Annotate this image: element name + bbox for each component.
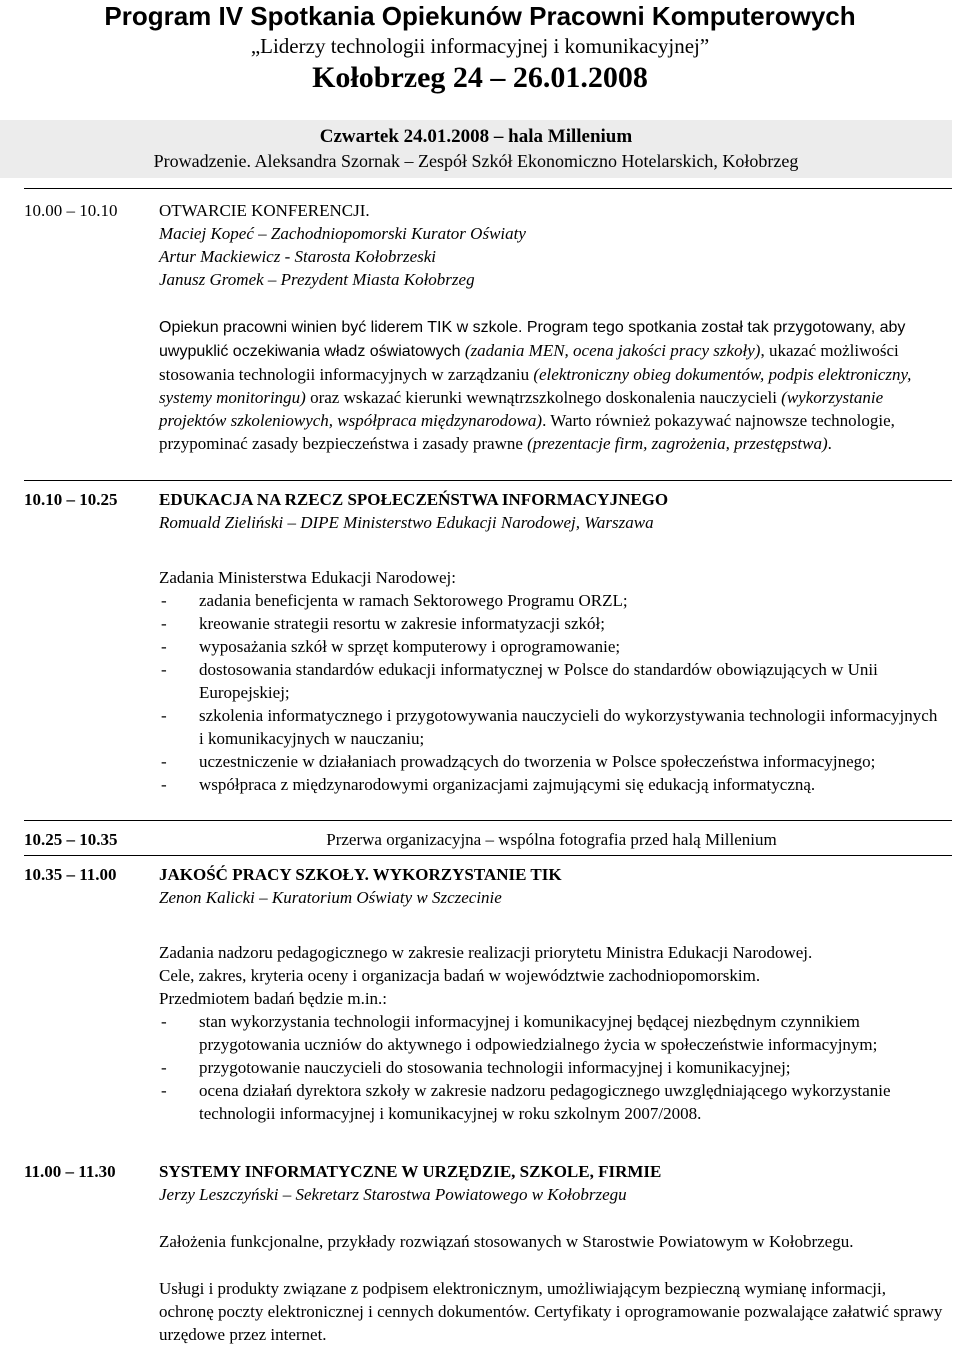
desc-text: . Warto również pokazywać najnowsze technologie, przypominać zasady bezpieczeństwa i zasady prawne [159, 411, 895, 453]
session-time: 10.25 – 10.35 [24, 830, 118, 849]
desc-note: (zadania MEN, ocena jakości pracy szkoły) [464, 341, 761, 360]
intro-line: Cele, zakres, kryteria oceny i organizacja badań w województwie zachodniopomorskim. [159, 966, 761, 985]
day-banner [0, 120, 952, 178]
document-title: Program IV Spotkania Opiekunów Pracowni Komputerowych [104, 1, 856, 31]
break-text: Przerwa organizacyjna – wspólna fotografia przed halą Millenium [326, 830, 777, 849]
desc-text: . [827, 434, 832, 453]
divider [24, 820, 952, 821]
session-title: SYSTEMY INFORMATYCZNE W URZĘDZIE, SZKOLE, FIRMIE [159, 1162, 662, 1181]
day-host: Prowadzenie. Aleksandra Szornak – Zespół Szkół Ekonomiczno Hotelarskich, Kołobrzeg [153, 151, 799, 171]
list-item: - współpraca z międzynarodowymi organizacjami zajmującymi się edukacją informatyczną. [159, 773, 944, 796]
speaker: Maciej Kopeć – Zachodniopomorski Kurator Oświaty [159, 224, 526, 243]
session-title: JAKOŚĆ PRACY SZKOŁY. WYKORZYSTANIE TIK [159, 865, 562, 884]
paragraph: Założenia funkcjonalne, przykłady rozwiązań stosowanych w Starostwie Powiatowym w Kołobrzegu. [159, 1232, 854, 1251]
session-body [159, 488, 944, 796]
desc-text: Opiekun pracowni winien być liderem TIK w szkole. Program tego spotkania został tak przygotowany, aby uwypuklić oczekiwania władz oświatowych [159, 319, 906, 360]
speaker: Jerzy Leszczyński – Sekretarz Starostwa Powiatowego w Kołobrzegu [159, 1185, 627, 1204]
list-item: - ocena działań dyrektora szkoły w zakresie nadzoru pedagogicznego uwzględniającego wykorzystanie technologii informacyjnej i komunikacyjnej w roku szkolnym 2007/2008. [159, 1079, 944, 1125]
intro-line: Przedmiotem badań będzie m.in.: [159, 989, 388, 1008]
session-time: 10.00 – 10.10 [24, 201, 118, 220]
list-item: - dostosowania standardów edukacji informatycznej w Polsce do standardów obowiązujących w Unii Europejskiej; [159, 658, 944, 704]
session-time: 10.35 – 11.00 [24, 865, 117, 884]
divider [24, 188, 952, 189]
task-list [159, 589, 944, 796]
list-item: - stan wykorzystania technologii informacyjnej i komunikacyjnej będącej niezbędnym czynnikiem przygotowania uczniów do aktywnego i odpowiedzialnego życia w społeczeństwie informacyjnym; [159, 1010, 944, 1056]
desc-note: (wykorzystanie projektów szkoleniowych, współpraca międzynarodowa) [159, 388, 884, 430]
intro-line: Zadania nadzoru pedagogicznego w zakresie realizacji priorytetu Ministra Edukacji Narodowej. [159, 943, 813, 962]
desc-text: , ukazać możliwości stosowania technologii informacyjnych w zarządzaniu [159, 341, 899, 384]
desc-note: (elektroniczny obieg dokumentów, podpis elektroniczny, systemy monitoringu) [159, 365, 912, 407]
speaker: Zenon Kalicki – Kuratorium Oświaty w Szczecinie [159, 888, 502, 907]
desc-note: (prezentacje firm, zagrożenia, przestępstwa) [527, 434, 828, 453]
research-list [159, 1010, 944, 1125]
session-time: 10.10 – 10.25 [24, 490, 118, 509]
place-date: Kołobrzeg 24 – 26.01.2008 [312, 61, 648, 94]
session-body [159, 199, 944, 455]
paragraph: Usługi i produkty związane z podpisem elektronicznym, umożliwiającym bezpieczną wymianę informacji, ochronę poczty elektronicznej i cennych dokumentów. Certyfikaty i oprogramowanie pozwalające załatwić sprawy urzędowe przez internet. [159, 1279, 943, 1344]
divider [24, 480, 952, 481]
list-item: - przygotowanie nauczycieli do stosowania technologii informacyjnej i komunikacyjnej; [159, 1056, 944, 1079]
session-time: 11.00 – 11.30 [24, 1162, 116, 1181]
speaker: Artur Mackiewicz - Starosta Kołobrzeski [159, 247, 437, 266]
divider [24, 855, 952, 856]
speaker: Janusz Gromek – Prezydent Miasta Kołobrzeg [159, 270, 475, 289]
document-header [0, 0, 960, 96]
list-item: - zadania beneficjenta w ramach Sektorowego Programu ORZL; [159, 589, 944, 612]
session-body [159, 863, 944, 1125]
session-title: EDUKACJA NA RZECZ SPOŁECZEŃSTWA INFORMACYJNEGO [159, 490, 669, 509]
document-subtitle: „Liderzy technologii informacyjnej i komunikacyjnej” [250, 34, 710, 58]
list-intro: Zadania Ministerstwa Edukacji Narodowej: [159, 568, 456, 587]
list-item: - uczestniczenie w działaniach prowadzących do tworzenia w Polsce społeczeństwa informacyjnego; [159, 750, 944, 773]
speaker: Romuald Zieliński – DIPE Ministerstwo Edukacji Narodowej, Warszawa [159, 513, 654, 532]
list-item: - szkolenia informatycznego i przygotowywania nauczycieli do wykorzystywania technologii informacyjnych i komunikacyjnych w nauczaniu; [159, 704, 944, 750]
list-item: - kreowanie strategii resortu w zakresie informatyzacji szkół; [159, 612, 944, 635]
list-item: - wyposażania szkół w sprzęt komputerowy i oprogramowanie; [159, 635, 944, 658]
session-description [159, 315, 944, 455]
session-title: OTWARCIE KONFERENCJI. [159, 201, 370, 220]
day-label: Czwartek 24.01.2008 – hala Millenium [319, 126, 633, 147]
desc-text: oraz wskazać kierunki wewnątrzszkolnego doskonalenia nauczycieli [305, 388, 782, 407]
session-body [159, 1160, 944, 1346]
